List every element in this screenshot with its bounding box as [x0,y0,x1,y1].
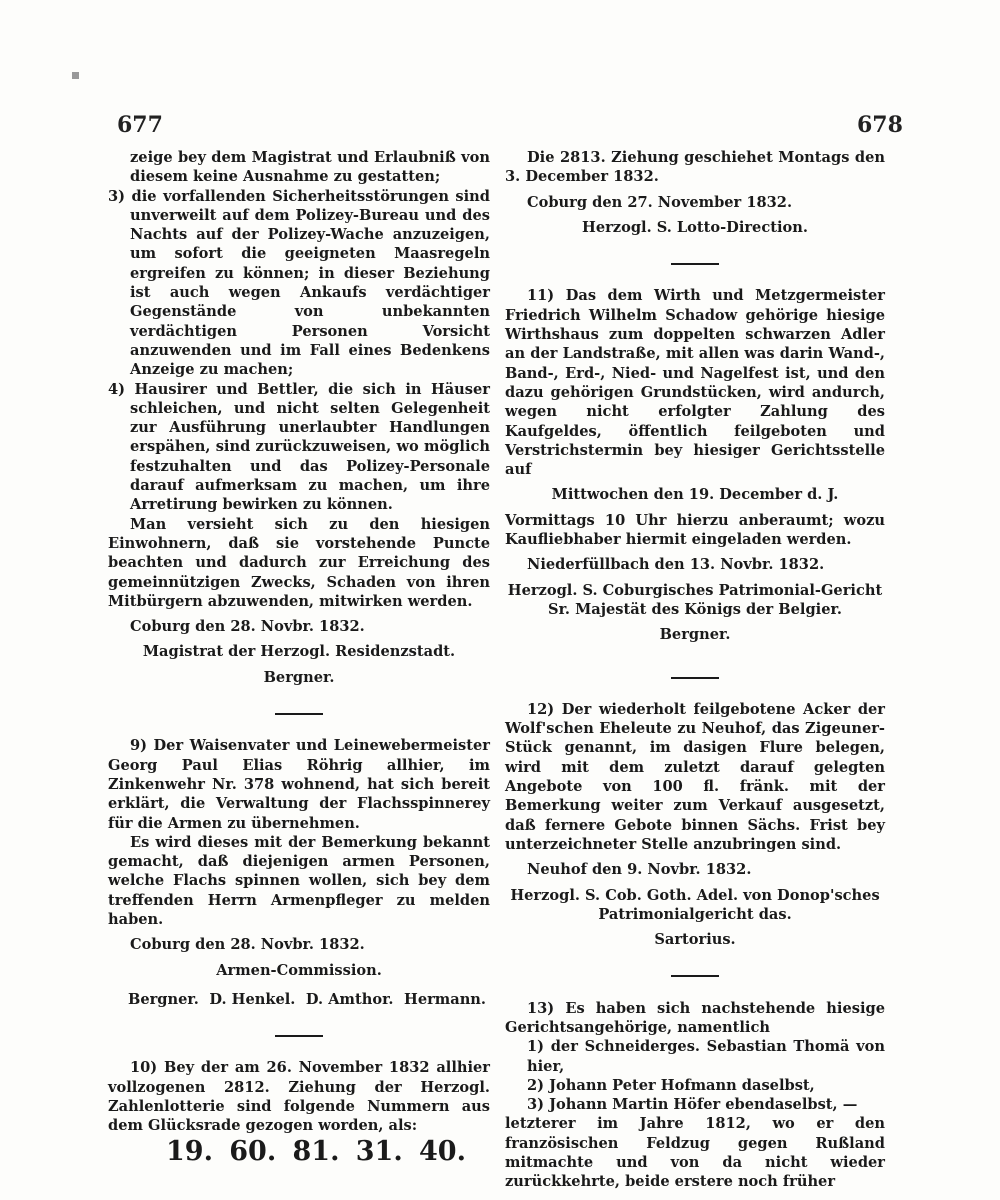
dateline: Niederfüllbach den 13. Novbr. 1832. [527,556,825,574]
signature-authority: Herzogl. S. Coburgisches Patrimonial-Gericht Sr. Majestät des Königs der Belgier. [507,581,883,618]
signature-authority: Magistrat der Herzogl. Residenzstadt. [142,643,456,661]
section-divider [505,963,885,982]
section-divider [108,1023,490,1042]
lottery-number: 60. [229,1135,277,1167]
signature-name: D. Amthor. [305,990,394,1008]
section-divider [505,665,885,684]
paragraph: letzterer im Jahre 1812, wo er den französischen Feldzug gegen Rußland mitmachte und von da nicht wieder zurückkehrte, beide erstere noch früher [505,1115,885,1191]
dateline: Coburg den 27. November 1832. [527,193,793,211]
section-divider [108,701,490,720]
auction-date: Mittwochen den 19. December d. J. [551,486,839,504]
notice-paragraph: 11) Das dem Wirth und Metzgermeister Friedrich Wilhelm Schadow gehörige hiesige Wirthshaus zum doppelten schwarzen Adler an der Landstraße, mit allen was darin Wand-, Band-, Erd-, Nied- und Nagelfest ist, und den dazu gehörigen Grundstücken, wird andurch, wegen nicht erfolgter Zahlung des Kaufgeldes, öffentlich feilgeboten und Verstrichstermin bey hiesiger Gerichtsstelle auf [505,287,885,479]
notice-paragraph: 12) Der wiederholt feilgebotene Acker der Wolf'schen Eheleute zu Neuhof, das Zigeuner-Stück genannt, im dasigen Flure belegen, wird mit dem zuletzt darauf gelegten Angebote von 100 fl. fränk. mit der Bemerkung weiter zum Verkauf ausgesetzt, daß fernere Gebote binnen Sächs. Frist bey unterzeichneter Stelle anzubringen sind. [505,700,885,853]
dateline: Coburg den 28. Novbr. 1832. [130,618,365,636]
notice-paragraph: 10) Bey der am 26. November 1832 allhier vollzogenen 2812. Ziehung der Herzogl. Zahlenlotterie sind folgende Nummern aus dem Glücksrade gezogen worden, als: [108,1059,490,1135]
signature-name: Sartorius. [654,931,736,949]
list-item: 2) Johann Peter Hofmann daselbst, [527,1076,815,1094]
left-column [108,148,490,1167]
right-column [505,148,885,1192]
signature-authority: Herzogl. S. Lotto-Direction. [582,218,808,236]
lottery-number: 40. [419,1135,466,1167]
notice-paragraph: 9) Der Waisenvater und Leinewebermeister Georg Paul Elias Röhrig allhier, im Zinkenwehr Nr. 378 wohnend, hat sich bereit erklärt, die Verwaltung der Flachsspinnerey für die Armen zu übernehmen. [108,737,490,832]
section-divider [505,251,885,270]
paragraph: zeige bey dem Magistrat und Erlaubniß von diesem keine Ausnahme zu gestatten; [130,149,490,186]
lottery-number: 19. [166,1135,213,1167]
lottery-numbers [108,1135,490,1167]
signature-name: Bergner. [263,668,335,686]
list-item: 4) Hausirer und Bettler, die sich in Häuser schleichen, und nicht selten Gelegenheit zur Ausführung unerlaubter Handlungen erspähen, sind zurückzuweisen, wo möglich festzuhalten und das Polizey-Personale darauf aufmerksam zu machen, um ihre Arretirung bewirken zu können. [108,380,490,514]
lottery-number: 31. [355,1135,403,1167]
signature-names [108,990,490,1009]
signature-authority: Armen-Commission. [216,961,382,979]
page-number-left: 677 [117,112,163,138]
paragraph: Es wird dieses mit der Bemerkung bekannt gemacht, daß diejenigen armen Personen, welche Flachs spinnen wollen, sich bey dem treffenden Herrn Armenpfleger zu melden haben. [108,833,490,928]
paragraph: Man versieht sich zu den hiesigen Einwohnern, daß sie vorstehende Puncte beachten und dadurch zur Erreichung des gemeinnützigen Zwecks, Schaden von ihren Mitbürgern abzuwenden, mitwirken werden. [108,515,490,610]
lottery-number: 81. [292,1135,340,1167]
signature-authority: Herzogl. S. Cob. Goth. Adel. von Donop'sches Patrimonialgericht das. [510,886,880,923]
paragraph: Die 2813. Ziehung geschiehet Montags den 3. December 1832. [505,149,885,186]
notice-paragraph: 13) Es haben sich nachstehende hiesige Gerichtsangehörige, namentlich [505,999,885,1036]
signature-name: D. Henkel. [209,990,296,1008]
signature-name: Bergner. [128,990,199,1008]
list-item: 3) die vorfallenden Sicherheitsstörungen sind unverweilt auf dem Polizey-Bureau und des Nachts auf der Polizey-Wache anzuzeigen, um sofort die geeigneten Maasregeln ergreifen zu können; in dieser Beziehung ist auch wegen Ankaufs verdächtiger Gegenstände von unbekannten verdächtigen Personen Vorsicht anzuwenden und im Fall eines Bedenkens Anzeige zu machen; [108,187,490,379]
scan-mark [72,72,79,79]
dateline: Coburg den 28. Novbr. 1832. [130,936,365,954]
paragraph: Vormittags 10 Uhr hierzu anberaumt; wozu Kaufliebhaber hiermit eingeladen werden. [505,511,885,549]
dateline: Neuhof den 9. Novbr. 1832. [527,861,752,879]
page-number-right: 678 [857,112,903,138]
list-item: 1) der Schneiderges. Sebastian Thomä von hier, [527,1038,885,1075]
signature-name: Hermann. [404,990,486,1008]
signature-name: Bergner. [659,626,731,644]
list-item: 3) Johann Martin Höfer ebendaselbst, — [527,1096,858,1114]
